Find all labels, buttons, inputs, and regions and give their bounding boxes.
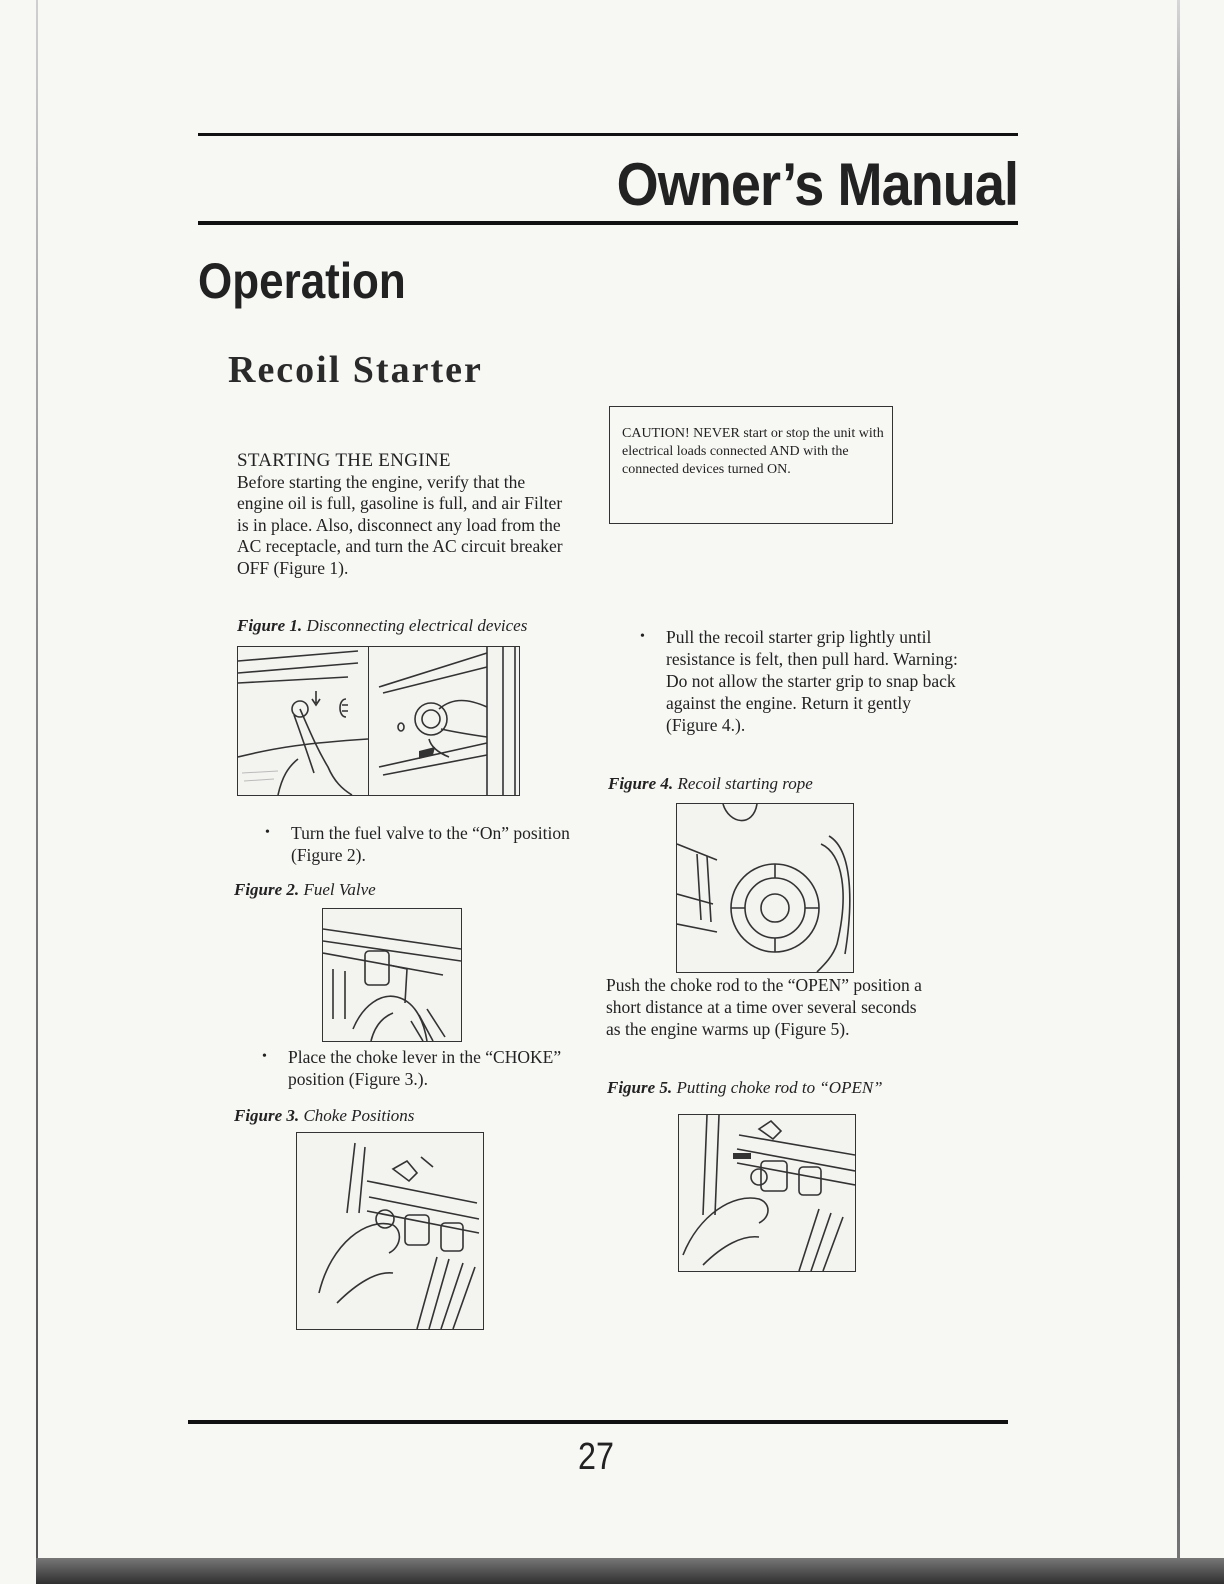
figure-2-caption — [234, 880, 376, 900]
figure-1-illustration-left — [238, 647, 368, 795]
page-edge-right — [1177, 0, 1180, 1584]
step-choke-rod — [606, 974, 926, 1040]
footer-rule — [188, 1420, 1008, 1424]
page-bottom-strip — [36, 1558, 1224, 1584]
figure-5-label: Figure 5. — [607, 1078, 673, 1097]
figure-4-image — [676, 803, 854, 973]
header-top-rule — [198, 133, 1018, 136]
document-title: Owner’s Manual — [616, 151, 1018, 218]
step-choke-lever — [262, 1046, 578, 1090]
figure-3-label: Figure 3. — [234, 1106, 300, 1125]
figure-5-illustration — [679, 1115, 855, 1271]
section-title: Operation — [198, 253, 406, 309]
figure-2-label: Figure 2. — [234, 880, 300, 899]
figure-2-image — [322, 908, 462, 1042]
caution-text: CAUTION! NEVER start or stop the unit with electrical loads connected AND with the connected devices turned ON. — [622, 426, 884, 477]
intro-body: Before starting the engine, verify that the engine oil is full, gasoline is full, and air Filter is in place. Also, disconnect any load from the AC receptacle, and turn the AC circuit breaker OFF (Figure 1). — [237, 471, 563, 578]
page-number: 27 — [578, 1436, 614, 1478]
step-fuel-valve — [265, 822, 571, 866]
caution-box — [609, 406, 893, 524]
figure-3-image — [296, 1132, 484, 1330]
figure-3-caption-text: Choke Positions — [303, 1106, 415, 1125]
figure-5-caption — [607, 1078, 883, 1098]
figure-1-image-left — [237, 646, 369, 796]
figure-5-caption-text: Putting choke rod to “OPEN” — [676, 1078, 883, 1097]
intro-heading: STARTING THE ENGINE — [237, 450, 451, 471]
figure-1-image-right — [368, 646, 520, 796]
figure-3-caption — [234, 1106, 414, 1126]
figure-2-illustration — [323, 909, 461, 1041]
page-edge-left — [36, 0, 38, 1584]
figure-4-caption — [608, 774, 813, 794]
figure-1-label: Figure 1. — [237, 616, 303, 635]
step-pull-grip-text: Pull the recoil starter grip lightly until resistance is felt, then pull hard. Warning: Do not allow the starter grip to snap back against the engine. Return it gently (Figure 4.). — [666, 627, 958, 735]
figure-1-caption-text: Disconnecting electrical devices — [306, 616, 528, 635]
figure-4-caption-text: Recoil starting rope — [677, 774, 813, 793]
figure-5-image — [678, 1114, 856, 1272]
step-choke-lever-text: Place the choke lever in the “CHOKE” position (Figure 3.). — [288, 1047, 562, 1089]
bullet-symbol: • — [265, 825, 270, 840]
figure-4-label: Figure 4. — [608, 774, 674, 793]
step-choke-rod-text: Push the choke rod to the “OPEN” position a short distance at a time over several seconds as the engine warms up (Figure 5). — [606, 975, 922, 1039]
intro-block — [237, 450, 567, 579]
bullet-symbol: • — [640, 629, 645, 644]
bullet-symbol: • — [262, 1049, 267, 1064]
step-fuel-valve-text: Turn the fuel valve to the “On” position (Figure 2). — [291, 823, 570, 865]
subsection-title: Recoil Starter — [228, 349, 483, 391]
figure-3-illustration — [297, 1133, 483, 1329]
header-bottom-rule — [198, 221, 1018, 225]
figure-1-illustration-right — [369, 647, 519, 795]
figure-2-caption-text: Fuel Valve — [303, 880, 376, 899]
step-pull-grip — [640, 626, 966, 736]
figure-1-caption — [237, 616, 527, 636]
figure-4-illustration — [677, 804, 853, 972]
